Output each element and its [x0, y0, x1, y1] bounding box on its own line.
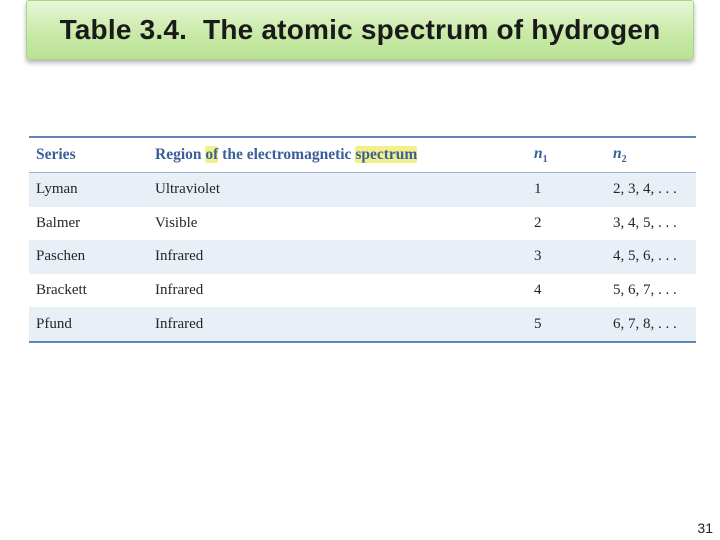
cell-n1: 2: [534, 214, 542, 231]
header-region: [148, 137, 527, 173]
cell-series: Paschen: [29, 240, 148, 274]
header-region-part: Region: [155, 146, 206, 163]
spectrum-table-container: [29, 136, 696, 343]
cell-series: Balmer: [36, 214, 81, 231]
cell-series: Pfund: [29, 307, 148, 342]
cell-n2: 6, 7, 8, . . .: [606, 307, 696, 342]
header-n1-sub: 1: [542, 154, 548, 166]
header-n2-base: n: [613, 144, 622, 162]
hydrogen-spectrum-table: [29, 136, 696, 343]
cell-n1: 3: [527, 240, 606, 274]
table-row: [29, 207, 696, 241]
header-n1-base: n: [534, 144, 543, 162]
header-n1: [527, 137, 606, 173]
table-row: [29, 240, 696, 274]
cell-region: Infrared: [148, 307, 527, 342]
slide-title-bar: [26, 0, 694, 60]
cell-n1: 1: [527, 173, 606, 207]
header-region-part: the electromagnetic: [218, 146, 356, 163]
cell-n1: 4: [534, 282, 542, 299]
slide-title: Table 3.4. The atomic spectrum of hydrogen: [59, 14, 661, 45]
cell-n1: 5: [527, 307, 606, 342]
header-series: Series: [29, 137, 148, 173]
header-n2-sub: 2: [621, 154, 627, 166]
table-header-row: [29, 137, 696, 173]
cell-n2: 4, 5, 6, . . .: [606, 240, 696, 274]
cell-series: Lyman: [29, 173, 148, 207]
table-row: [29, 173, 696, 207]
cell-n2: 3, 4, 5, . . .: [613, 214, 677, 231]
cell-region: Infrared: [148, 240, 527, 274]
header-n2: [606, 137, 696, 173]
cell-region: Visible: [155, 214, 198, 231]
cell-n2: 5, 6, 7, . . .: [613, 282, 677, 299]
header-region-spectrum-highlight: spectrum: [355, 146, 418, 163]
cell-region: Infrared: [155, 282, 204, 299]
table-row: [29, 274, 696, 308]
cell-n2: 2, 3, 4, . . .: [606, 173, 696, 207]
page-number: 31: [697, 520, 713, 536]
header-region-of-highlight: of: [205, 146, 219, 163]
table-row: [29, 307, 696, 342]
cell-series: Brackett: [36, 282, 87, 299]
cell-region: Ultraviolet: [148, 173, 527, 207]
